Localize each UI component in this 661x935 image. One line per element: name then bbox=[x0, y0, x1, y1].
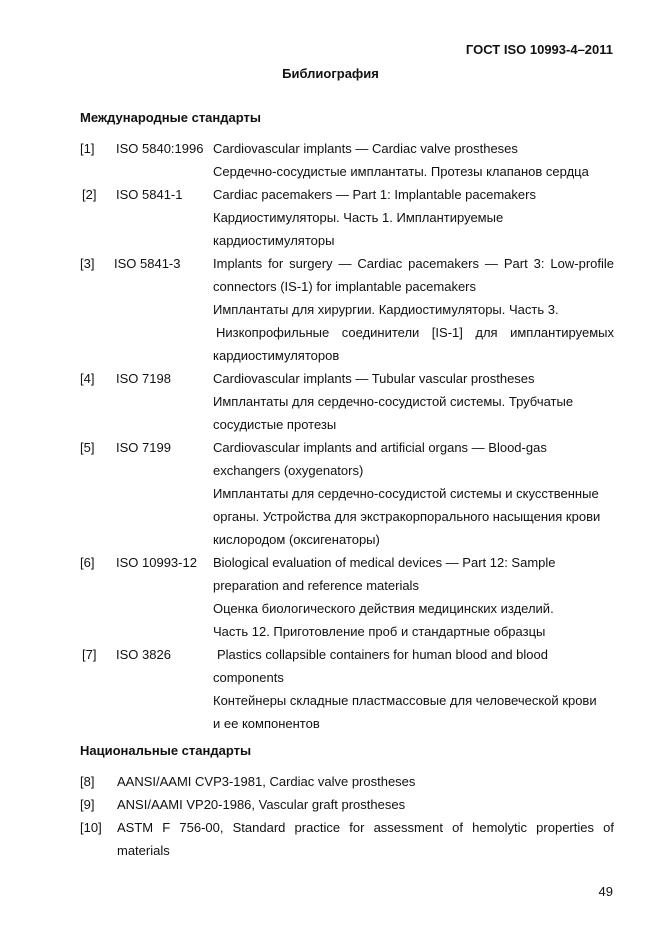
reference-number: [3] bbox=[80, 256, 95, 271]
reference-number: [1] bbox=[80, 141, 95, 156]
reference-title-en: Implants for surgery — Cardiac pacemakers — Part 3: Low-profile bbox=[213, 256, 614, 271]
reference-title-ru: и ее компонентов bbox=[213, 716, 320, 731]
reference-text: ANSI/AAMI VP20-1986, Vascular graft prostheses bbox=[117, 797, 406, 812]
reference-code: ISO 5841-1 bbox=[116, 187, 183, 202]
reference-number: [2] bbox=[82, 187, 97, 202]
reference-title-ru: Часть 12. Приготовление проб и стандартные образцы bbox=[213, 624, 546, 639]
reference-body bbox=[213, 137, 614, 183]
reference-number: [7] bbox=[82, 647, 97, 662]
reference-code: ISO 10993-12 bbox=[116, 555, 197, 570]
reference-title-ru: органы. Устройства для экстракорпорального насыщения крови bbox=[213, 509, 601, 524]
section-heading-international: Международные стандарты bbox=[80, 110, 261, 125]
page-title: Библиография bbox=[282, 66, 379, 81]
reference-title-ru: сосудистые протезы bbox=[213, 417, 337, 432]
reference-code: ISO 7199 bbox=[116, 440, 171, 455]
reference-title-en: preparation and reference materials bbox=[213, 578, 419, 593]
reference-title-ru: кардиостимуляторы bbox=[213, 233, 335, 248]
reference-title-ru: Оценка биологического действия медицинских изделий. bbox=[213, 601, 554, 616]
reference-title-en: Plastics collapsible containers for human blood and blood bbox=[217, 647, 548, 662]
reference-number: [5] bbox=[80, 440, 95, 455]
reference-text: ASTM F 756-00, Standard practice for assessment of hemolytic properties of bbox=[117, 820, 614, 835]
reference-title-ru: Имплантаты для сердечно-сосудистой системы. Трубчатые bbox=[213, 394, 574, 409]
reference-body bbox=[213, 551, 614, 643]
page-number: 49 bbox=[598, 884, 613, 899]
reference-title-ru: Контейнеры складные пластмассовые для человеческой крови bbox=[213, 693, 597, 708]
reference-code: ISO 7198 bbox=[116, 371, 171, 386]
reference-title-ru: кислородом (оксигенаторы) bbox=[213, 532, 380, 547]
reference-code: ISO 3826 bbox=[116, 647, 171, 662]
reference-body bbox=[213, 183, 614, 252]
reference-title-ru: Низкопрофильные соединители [IS-1] для имплантируемых bbox=[216, 325, 614, 340]
reference-title-en: Cardiovascular implants — Cardiac valve prostheses bbox=[213, 141, 518, 156]
reference-title-en: Cardiac pacemakers — Part 1: Implantable pacemakers bbox=[213, 187, 536, 202]
reference-body bbox=[213, 643, 614, 735]
reference-body bbox=[213, 436, 614, 551]
reference-text: AANSI/AAMI CVP3-1981, Cardiac valve prostheses bbox=[117, 774, 416, 789]
reference-title-ru: Кардиостимуляторы. Часть 1. Имплантируемые bbox=[213, 210, 504, 225]
reference-title-ru: кардиостимуляторов bbox=[213, 348, 340, 363]
reference-number: [6] bbox=[80, 555, 95, 570]
document-code: ГОСТ ISO 10993-4–2011 bbox=[465, 42, 613, 57]
section-heading-national: Национальные стандарты bbox=[80, 743, 252, 758]
reference-title-en: Cardiovascular implants — Tubular vascular prostheses bbox=[213, 371, 535, 386]
reference-title-en: Cardiovascular implants and artificial organs — Blood-gas bbox=[213, 440, 547, 455]
reference-body bbox=[213, 252, 614, 367]
reference-title-ru: Имплантаты для хирургии. Кардиостимуляторы. Часть 3. bbox=[213, 302, 559, 317]
reference-title-en: Biological evaluation of medical devices — Part 12: Sample bbox=[213, 555, 556, 570]
reference-body bbox=[213, 367, 614, 436]
reference-number: [10] bbox=[80, 820, 102, 835]
reference-code: ISO 5841-3 bbox=[114, 256, 181, 271]
reference-title-en: components bbox=[213, 670, 284, 685]
reference-number: [9] bbox=[80, 797, 95, 812]
reference-title-en: connectors (IS-1) for implantable pacemakers bbox=[213, 279, 477, 294]
reference-title-ru: Имплантаты для сердечно-сосудистой системы и скусственные bbox=[213, 486, 599, 501]
reference-title-ru: Сердечно-сосудистые имплантаты. Протезы клапанов сердца bbox=[213, 164, 589, 179]
reference-code: ISO 5840:1996 bbox=[116, 141, 204, 156]
reference-title-en: exchangers (oxygenators) bbox=[213, 463, 364, 478]
reference-text-continuation: materials bbox=[117, 843, 170, 858]
reference-number: [4] bbox=[80, 371, 95, 386]
reference-number: [8] bbox=[80, 774, 95, 789]
